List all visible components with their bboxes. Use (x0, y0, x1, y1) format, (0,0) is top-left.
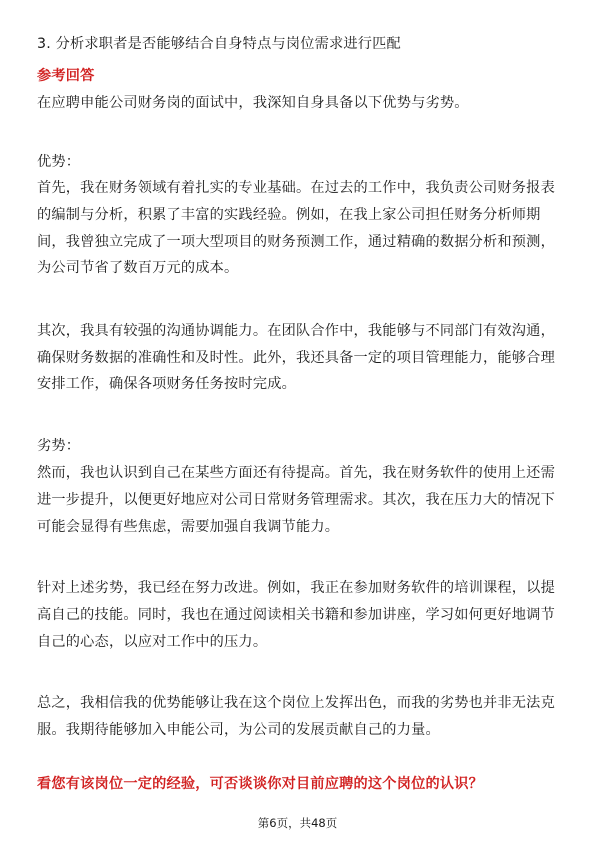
intro-paragraph: 在应聘申能公司财务岗的面试中，我深知自身具备以下优势与劣势。 (37, 95, 469, 111)
next-question: 看您有该岗位一定的经验，可否谈谈你对目前应聘的这个岗位的认识？ (37, 776, 484, 792)
improvement-p-line: 高自己的技能。同时，我也在通过阅读相关书籍和参加讲座，学习如何更好地调节 (37, 607, 555, 623)
strengths-p2-line: 其次，我具有较强的沟通协调能力。在团队合作中，我能够与不同部门有效沟通， (37, 323, 555, 339)
weaknesses-heading: 劣势： (37, 438, 81, 454)
conclusion-p-line: 总之，我相信我的优势能够让我在这个岗位上发挥出色，而我的劣势也并非无法克 (37, 695, 555, 711)
strengths-heading: 优势： (37, 154, 81, 170)
page-number-footer: 第6页，共48页 (257, 816, 338, 830)
strengths-p2-line: 确保财务数据的准确性和及时性。此外，我还具备一定的项目管理能力，能够合理 (37, 350, 555, 366)
strengths-p1-line: 为公司节省了数百万元的成本。 (37, 260, 239, 276)
weaknesses-p1-line: 可能会显得有些焦虑，需要加强自我调节能力。 (37, 519, 340, 535)
strengths-p2-line: 安排工作，确保各项财务任务按时完成。 (37, 376, 296, 392)
strengths-p1-line: 间，我曾独立完成了一项大型项目的财务预测工作，通过精确的数据分析和预测， (37, 234, 555, 250)
improvement-p-line: 针对上述劣势，我已经在努力改进。例如，我正在参加财务软件的培训课程，以提 (37, 580, 555, 596)
strengths-p1-line: 首先，我在财务领域有着扎实的专业基础。在过去的工作中，我负责公司财务报表 (37, 180, 555, 196)
answer-label: 参考回答 (37, 68, 95, 84)
strengths-p1-line: 的编制与分析，积累了丰富的实践经验。例如，在我上家公司担任财务分析师期 (37, 207, 541, 223)
question-title: 3. 分析求职者是否能够结合自身特点与岗位需求进行匹配 (37, 36, 401, 52)
conclusion-p-line: 服。我期待能够加入申能公司，为公司的发展贡献自己的力量。 (37, 722, 440, 738)
improvement-p-line: 自己的心态，以应对工作中的压力。 (37, 634, 268, 650)
weaknesses-p1-line: 进一步提升，以便更好地应对公司日常财务管理需求。其次，我在压力大的情况下 (37, 492, 555, 508)
weaknesses-p1-line: 然而，我也认识到自己在某些方面还有待提高。首先，我在财务软件的使用上还需 (37, 465, 555, 481)
